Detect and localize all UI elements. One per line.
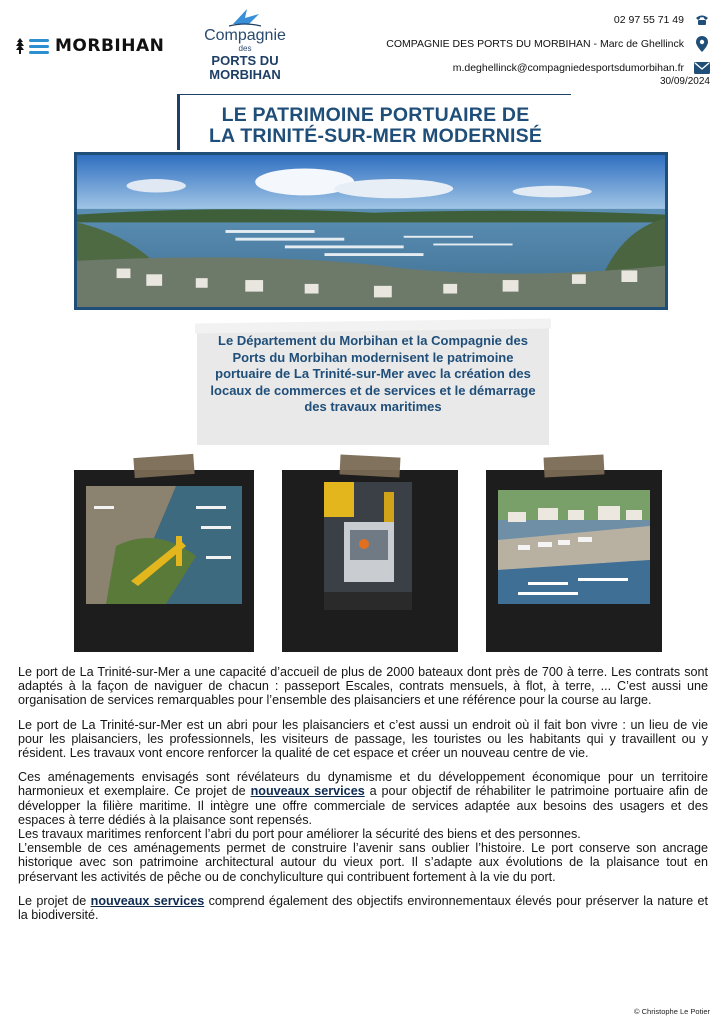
cpm-logo-line2: des — [238, 44, 252, 53]
title-frame — [177, 94, 571, 150]
nouveaux-services-link-2[interactable]: nouveaux services — [90, 893, 205, 908]
address-line: COMPAGNIE DES PORTS DU MORBIHAN - Marc de Ghellinck — [386, 38, 684, 50]
photo-credit: © Christophe Le Potier — [634, 1007, 710, 1016]
contact-block — [350, 8, 710, 87]
cpm-logo-line1: Compagnie — [204, 27, 286, 44]
page-title-line1: LE PATRIMOINE PORTUAIRE DE — [221, 104, 530, 126]
photo-frame-harbour-works — [486, 470, 662, 652]
crane-cab-photo — [324, 482, 412, 610]
document-date: 30/09/2024 — [659, 76, 710, 87]
bird-icon — [225, 6, 265, 28]
crane-quay-photo — [86, 486, 242, 604]
cpm-logo — [175, 6, 315, 82]
phone-icon — [694, 12, 710, 28]
page-title — [180, 105, 571, 147]
paragraph-environment: Le projet de nouveaux services comprend également des objectifs environnementaux élevés pour préserver la nature et la biodiversité. — [18, 893, 708, 923]
paragraph-development: Ces aménagements envisagés sont révélateurs du dynamisme et du développement économique pour un territoire harmonieux et exemplaire. Ce projet de nouveaux services a pour objectif de réhabiliter le patrimoine portuaire afin de développer la filière maritime. Il intègre une offre commerciale de services adaptée aux besoins des usagers et des espaces à terre dédiés à la plaisance sont repensés. — [18, 770, 708, 827]
email-link[interactable]: m.deghellinck@compagniedesportsdumorbihan.fr — [452, 62, 684, 74]
paragraph-maritime-works: Les travaux maritimes renforcent l’abri du port pour améliorer la sécurité des biens et des personnes. — [18, 827, 581, 842]
article-body — [18, 665, 708, 932]
paragraph-shelter: Le port de La Trinité-sur-Mer est un abri pour les plaisanciers et c’est aussi un endroit où il fait bon vivre : un lieu de vie pour les plaisanciers, les professionnels, les visiteurs de passage, les touristes ou les habitants qui y travaillent ou y résident. Les travaux vont encore renforcer la qualité de cet espace et créer un nouveau centre de vie. — [18, 717, 708, 761]
page-title-line2: LA TRINITÉ-SUR-MER MODERNISÉ — [208, 125, 543, 147]
photo-frame-crane-quay — [74, 470, 254, 652]
harbour-panorama-photo — [74, 152, 668, 310]
morbihan-emblem-icon — [14, 37, 49, 55]
intro-text: Le Département du Morbihan et la Compagnie des Ports du Morbihan modernisent le patrimoine portuaire de La Trinité-sur-Mer avec la création des locaux de commerces et de services et le démarrage des travaux maritimes — [210, 333, 536, 414]
morbihan-logo-text: MORBIHAN — [55, 36, 165, 56]
phone-number: 02 97 55 71 49 — [613, 14, 684, 26]
mail-icon — [694, 60, 710, 76]
morbihan-logo — [14, 36, 164, 56]
paragraph-capacity: Le port de La Trinité-sur-Mer a une capacité d’accueil de plus de 2000 bateaux dont près de 700 à terre. Les contrats sont adaptés à la façon de naviguer de chacun : passeport Escales, contrats mensuels, à flot, à terre, ... C’est aussi une organisation de services remarquables pour l’ensemble des plaisanciers et une référence pour la course au large. — [18, 665, 708, 708]
nouveaux-services-link[interactable]: nouveaux services — [250, 784, 365, 799]
intro-callout — [197, 325, 549, 445]
cpm-logo-line3: PORTS DU MORBIHAN — [209, 53, 281, 82]
paragraph-history: L’ensemble de ces aménagements permet de construire l’avenir sans oublier l’histoire. Le port conserve son ancrage historique avec son patrimoine architectural autour du vieux port. Il s’adapte aux évolutions de la plaisance tout en préservant les activités de pêche ou de conchyliculture qui contribuent fortement à la vie du port. — [18, 841, 708, 884]
harbour-works-photo — [498, 490, 650, 604]
location-pin-icon — [694, 36, 710, 52]
photo-frame-crane-cab — [282, 470, 458, 652]
